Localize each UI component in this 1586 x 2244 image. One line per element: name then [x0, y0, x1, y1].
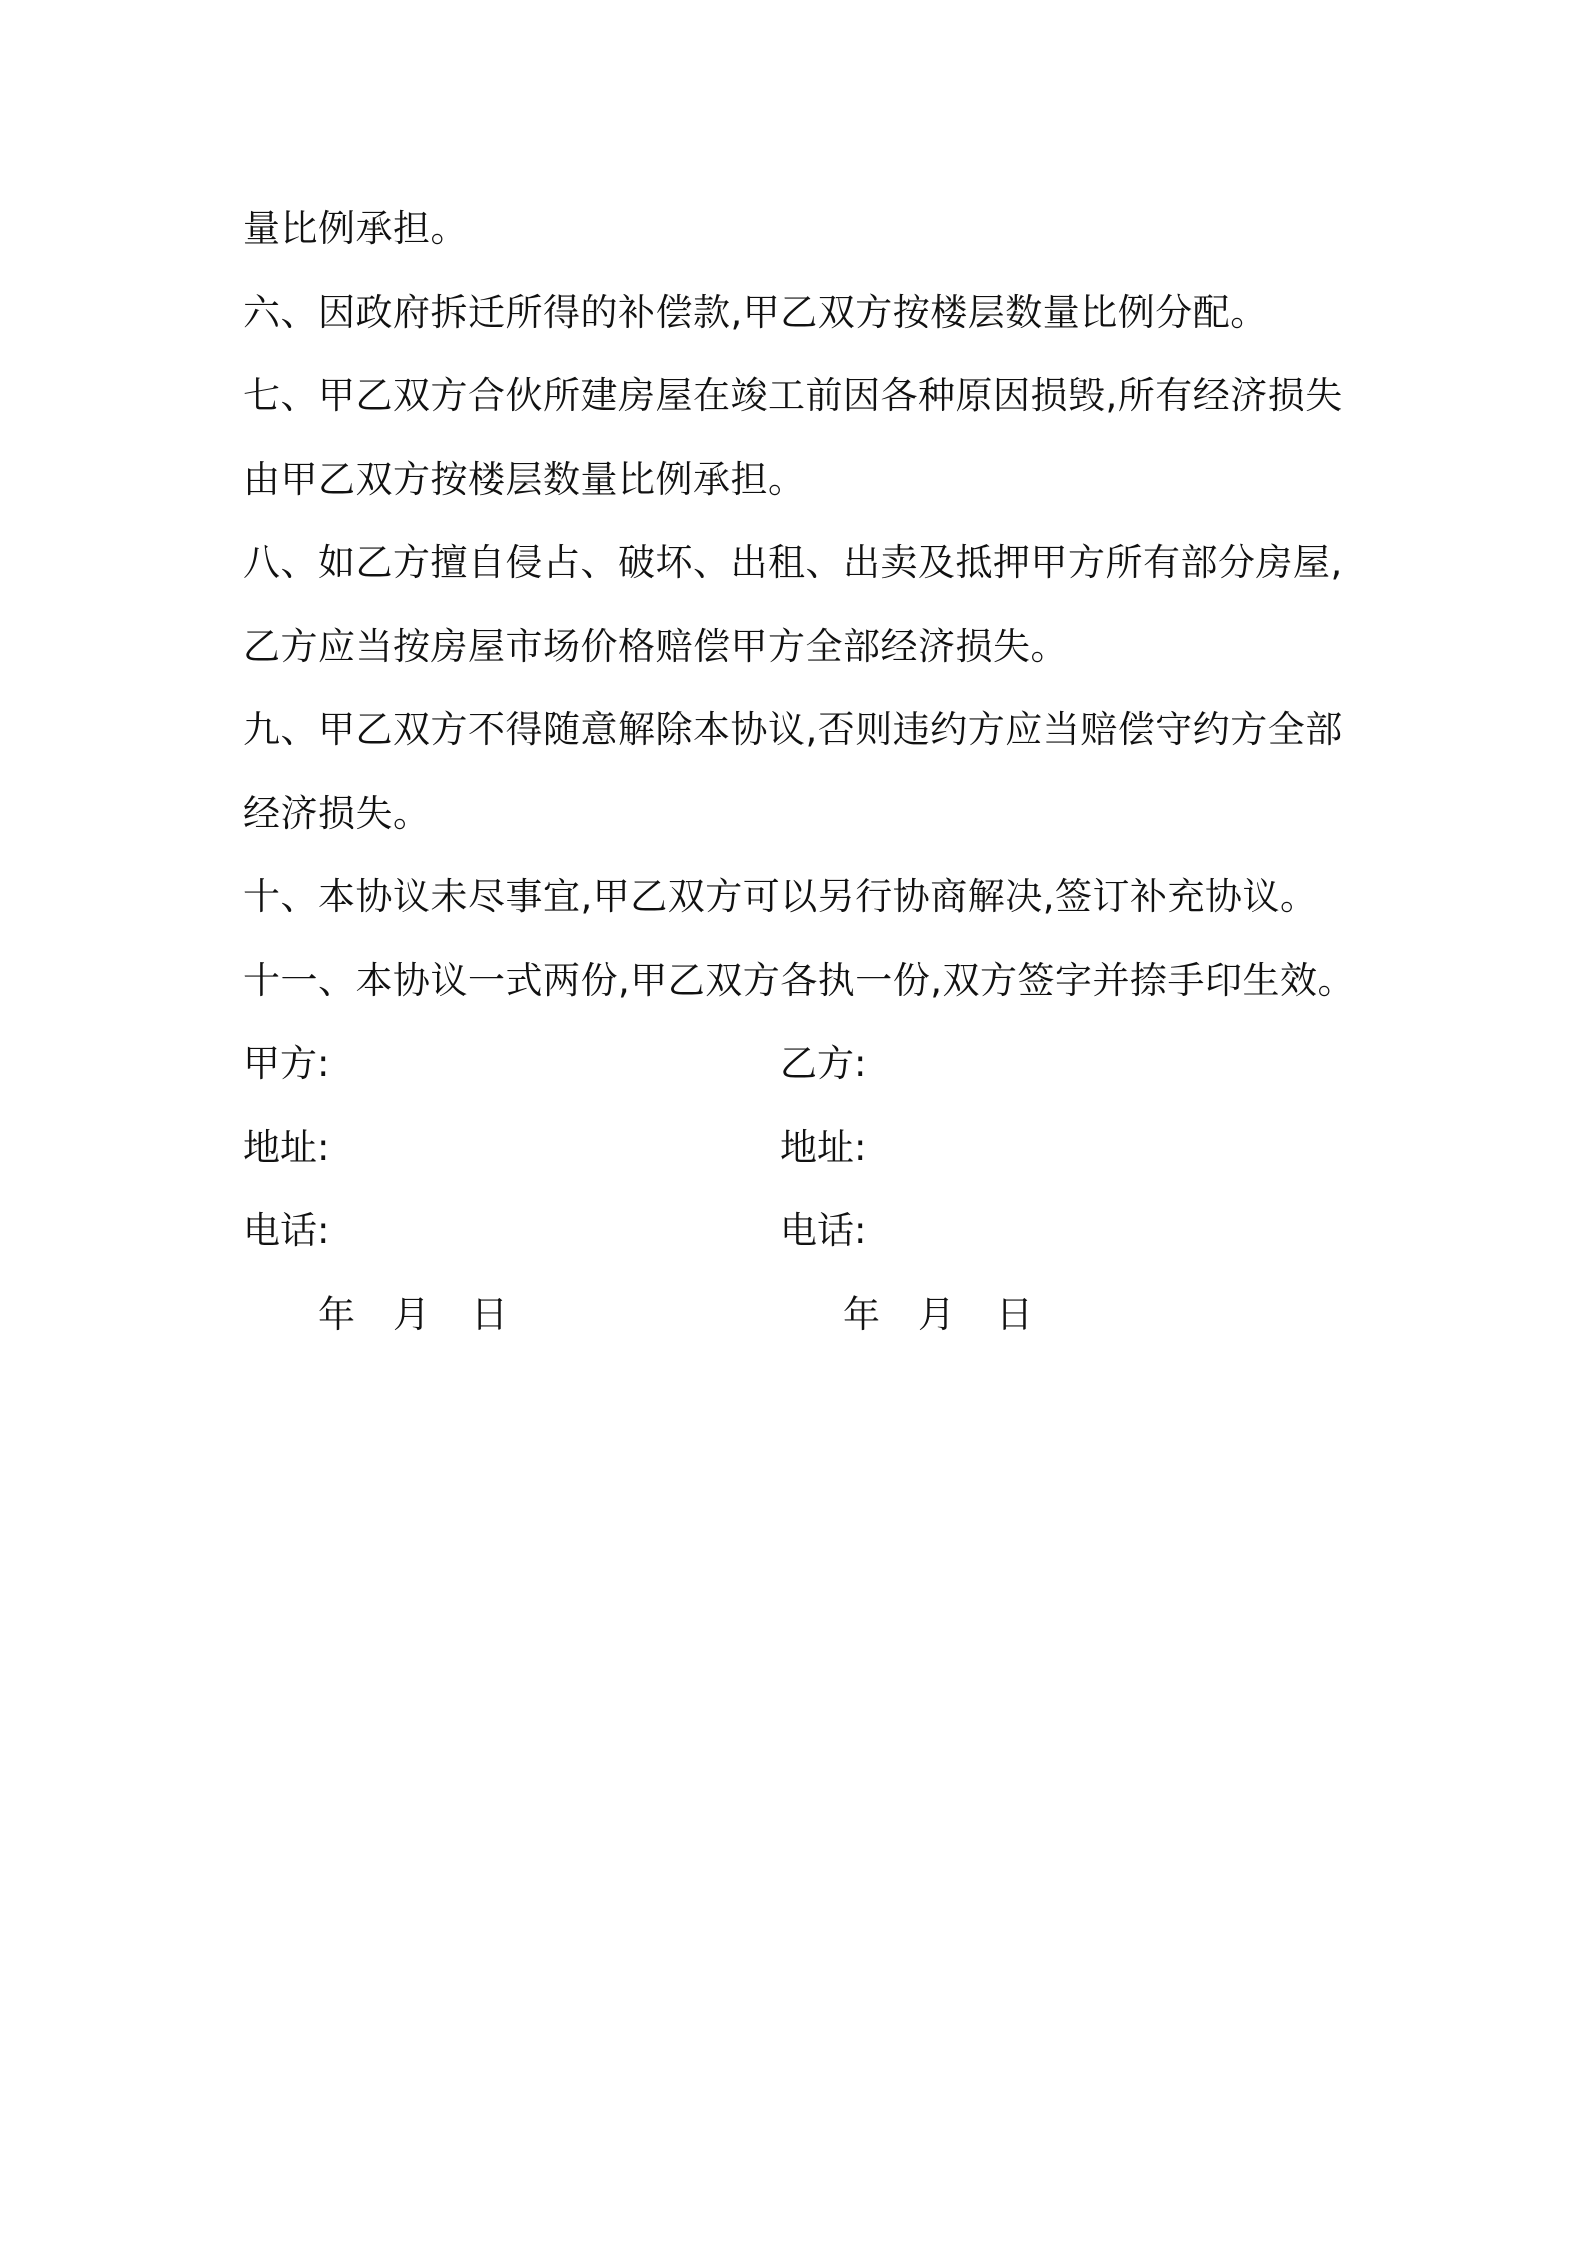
- date-day: 日: [471, 1293, 508, 1336]
- date-year: 年: [318, 1293, 355, 1336]
- clause-line: 九、甲乙双方不得随意解除本协议,否则违约方应当赔偿守约方全部: [243, 708, 1343, 751]
- party-b-phone-label: 电话:: [780, 1209, 867, 1252]
- clause-line: 七、甲乙双方合伙所建房屋在竣工前因各种原因损毁,所有经济损失: [243, 374, 1343, 417]
- party-b-date: [843, 1291, 1033, 1339]
- clause-line: 十、本协议未尽事宜,甲乙双方可以另行协商解决,签订补充协议。: [243, 875, 1318, 918]
- clause-line: 量比例承担。: [243, 207, 468, 250]
- party-a-address-label: 地址:: [243, 1126, 330, 1169]
- clause-line: 经济损失。: [243, 792, 431, 835]
- clause-line: 十一、本协议一式两份,甲乙双方各执一份,双方签字并捺手印生效。: [243, 959, 1356, 1002]
- clause-line: 八、如乙方擅自侵占、破坏、出租、出卖及抵押甲方所有部分房屋,: [243, 541, 1343, 584]
- clause-line: 由甲乙双方按楼层数量比例承担。: [243, 458, 806, 501]
- date-month: 月: [393, 1293, 430, 1336]
- date-year: 年: [843, 1293, 880, 1336]
- party-a-label: 甲方:: [243, 1042, 330, 1085]
- party-a-phone-label: 电话:: [243, 1209, 330, 1252]
- clause-line: 六、因政府拆迁所得的补偿款,甲乙双方按楼层数量比例分配。: [243, 291, 1268, 334]
- party-b-address-label: 地址:: [780, 1126, 867, 1169]
- party-b-label: 乙方:: [780, 1042, 867, 1085]
- date-month: 月: [918, 1293, 955, 1336]
- clause-line: 乙方应当按房屋市场价格赔偿甲方全部经济损失。: [243, 625, 1068, 668]
- date-day: 日: [996, 1293, 1033, 1336]
- party-a-date: [318, 1291, 508, 1339]
